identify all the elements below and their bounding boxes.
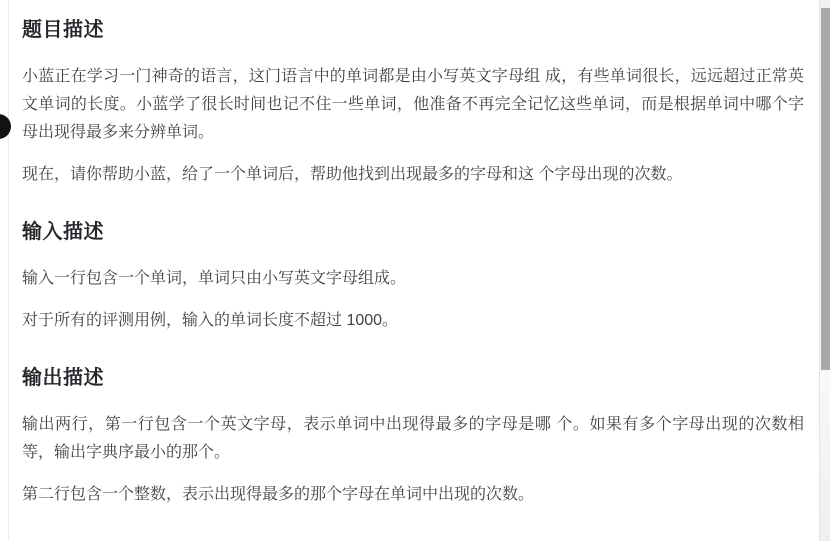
edge-marker-dot	[0, 114, 11, 139]
output-description-paragraph-1: 输出两行，第一行包含一个英文字母，表示单词中出现得最多的字母是哪 个。如果有多个字母出现的次数相等，输出字典序最小的那个。	[22, 416, 804, 461]
input-description-heading: 输入描述	[22, 221, 104, 243]
output-description-paragraph-2: 第二行包含一个整数，表示出现得最多的那个字母在单词中出现的次数。	[22, 486, 535, 503]
scrollbar-thumb[interactable]	[821, 8, 830, 370]
problem-description-heading: 题目描述	[22, 19, 104, 41]
section-input-description	[22, 217, 804, 335]
input-description-paragraph-1: 输入一行包含一个单词，单词只由小写英文字母组成。	[22, 270, 407, 287]
problem-description-paragraph-2: 现在，请你帮助小蓝，给了一个单词后，帮助他找到出现最多的字母和这 个字母出现的次数。	[22, 166, 683, 183]
left-border-line	[8, 0, 9, 541]
section-problem-description	[22, 15, 804, 189]
input-description-paragraph-2: 对于所有的评测用例，输入的单词长度不超过 1000。	[22, 312, 399, 329]
section-output-description	[22, 363, 804, 509]
problem-content	[22, 0, 804, 523]
scrollbar-track[interactable]	[819, 0, 830, 541]
output-description-heading: 输出描述	[22, 367, 104, 389]
problem-description-paragraph-1: 小蓝正在学习一门神奇的语言，这门语言中的单词都是由小写英文字母组 成，有些单词很长，远远超过正常英文单词的长度。小蓝学了很长时间也记不住一些单词，他准备不再完全记忆这些单词，而是根据单词中哪个字母出现得最多来分辨单词。	[22, 68, 804, 141]
